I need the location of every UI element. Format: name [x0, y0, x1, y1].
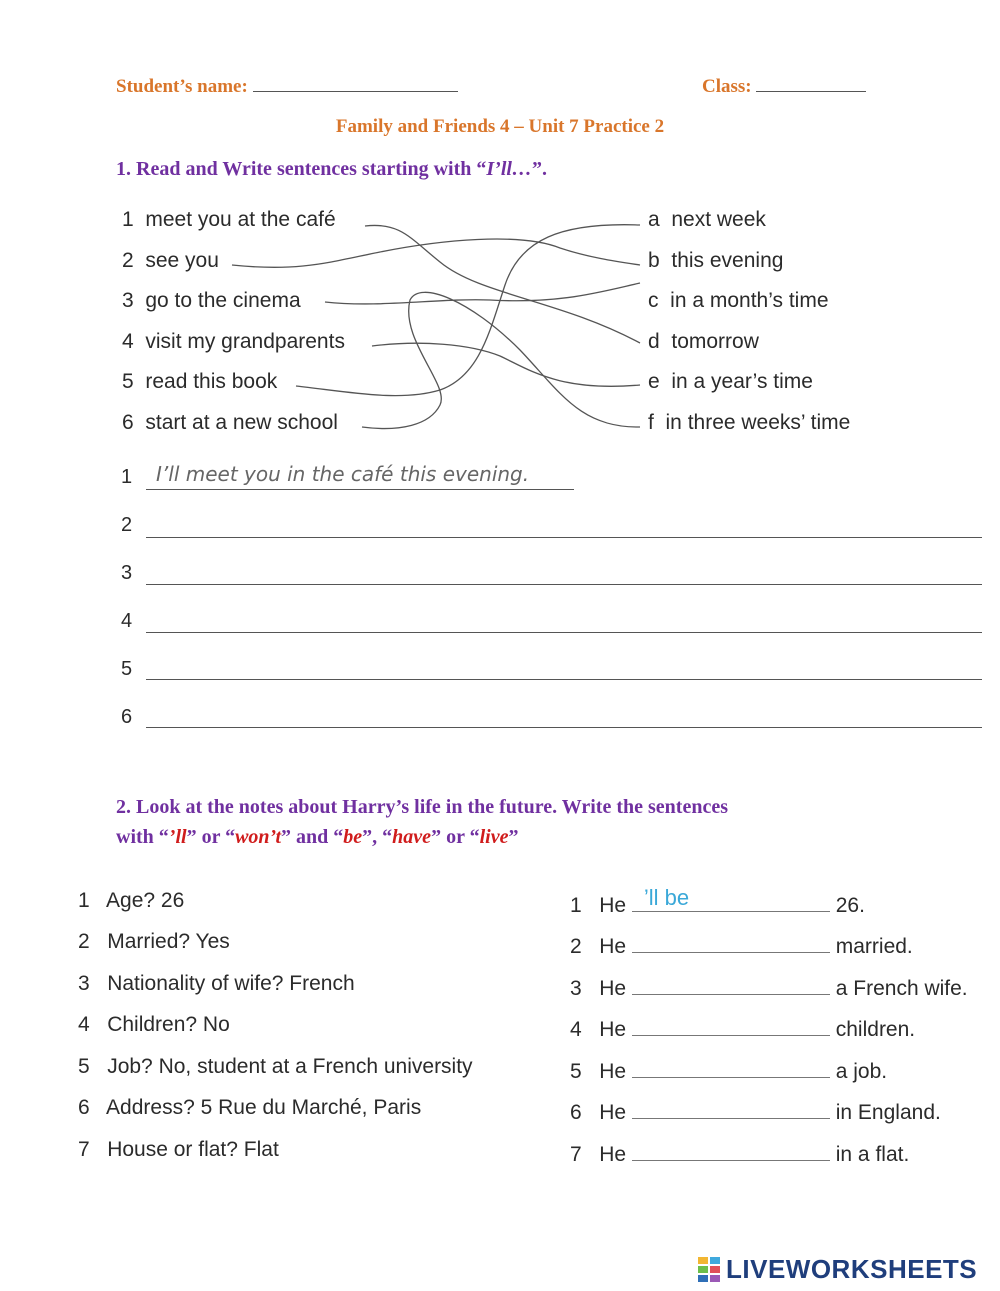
- matching-lines: [0, 0, 1000, 460]
- right-item-f: f in three weeks’ time: [648, 411, 851, 434]
- note-2: 2 Married? Yes: [78, 930, 230, 953]
- answer-line-4[interactable]: [146, 632, 982, 633]
- match-line-1: [365, 225, 640, 343]
- matching-exercise: [0, 0, 1000, 460]
- answer-line-5[interactable]: [146, 679, 982, 680]
- sentence-2: 2 He married.: [570, 932, 913, 959]
- left-item-1: 1 meet you at the café: [122, 208, 336, 231]
- answer-line-1: [146, 489, 574, 490]
- page-title: Family and Friends 4 – Unit 7 Practice 2: [335, 116, 665, 137]
- answer-num-4: 4: [121, 610, 133, 632]
- section2-instruction-line1: 2. Look at the notes about Harry’s life in the future. Write the sentences: [116, 796, 728, 818]
- left-item-5: 5 read this book: [122, 370, 278, 393]
- sentence-4: 4 He children.: [570, 1015, 915, 1042]
- right-item-e: e in a year’s time: [648, 370, 813, 393]
- match-line-6: [362, 292, 640, 428]
- note-1: 1 Age? 26: [78, 889, 185, 912]
- answer-num-3: 3: [121, 562, 133, 584]
- answer-line-3[interactable]: [146, 584, 982, 585]
- note-5: 5 Job? No, student at a French university: [78, 1055, 473, 1078]
- liveworksheets-logo: [698, 1254, 977, 1285]
- class-label: Class:: [702, 76, 866, 98]
- liveworksheets-logo-text: LIVEWORKSHEETS: [726, 1254, 978, 1284]
- note-6: 6 Address? 5 Rue du Marché, Paris: [78, 1096, 422, 1119]
- sentence-1: 1 He ’ll be 26.: [570, 885, 865, 917]
- note-4: 4 Children? No: [78, 1013, 230, 1036]
- left-item-4: 4 visit my grandparents: [122, 330, 345, 353]
- right-item-b: b this evening: [648, 249, 784, 272]
- match-line-5: [296, 225, 640, 396]
- right-item-d: d tomorrow: [648, 330, 759, 353]
- sentence-6: 6 He in England.: [570, 1098, 941, 1125]
- sentence-7: 7 He in a flat.: [570, 1140, 909, 1167]
- sentence-5: 5 He a job.: [570, 1057, 887, 1084]
- section1-instruction: 1. Read and Write sentences starting with “I’ll…”.: [116, 158, 547, 180]
- sentence-blank-4[interactable]: [632, 1015, 830, 1036]
- section2-instruction: [116, 792, 728, 852]
- sentence-blank-2[interactable]: [632, 932, 830, 953]
- match-line-3: [325, 283, 640, 304]
- left-item-6: 6 start at a new school: [122, 411, 338, 434]
- sentence-blank-6[interactable]: [632, 1098, 830, 1119]
- sentence-blank-5[interactable]: [632, 1057, 830, 1078]
- liveworksheets-logo-icon: [698, 1257, 722, 1283]
- answer-num-6: 6: [121, 706, 133, 728]
- answer-num-1: 1: [121, 466, 133, 488]
- sentence-answer-1: ’ll be: [643, 885, 690, 910]
- student-name-label: Student’s name:: [116, 76, 458, 98]
- note-7: 7 House or flat? Flat: [78, 1138, 279, 1161]
- match-line-4: [372, 343, 640, 386]
- left-item-2: 2 see you: [122, 249, 219, 272]
- right-item-a: a next week: [648, 208, 766, 231]
- note-3: 3 Nationality of wife? French: [78, 972, 355, 995]
- sentence-blank-3[interactable]: [632, 974, 830, 995]
- right-item-c: c in a month’s time: [648, 289, 829, 312]
- section2-instruction-line2: with “’ll” or “won’t” and “be”, “have” or “live”: [116, 826, 519, 848]
- sentence-3: 3 He a French wife.: [570, 974, 968, 1001]
- left-item-3: 3 go to the cinema: [122, 289, 301, 312]
- answer-num-2: 2: [121, 514, 133, 536]
- sentence-blank-7[interactable]: [632, 1140, 830, 1161]
- answer-num-5: 5: [121, 658, 133, 680]
- answer-text-1: I’ll meet you in the café this evening.: [156, 462, 530, 486]
- answer-line-2[interactable]: [146, 537, 982, 538]
- answer-line-6[interactable]: [146, 727, 982, 728]
- match-line-2: [232, 239, 640, 267]
